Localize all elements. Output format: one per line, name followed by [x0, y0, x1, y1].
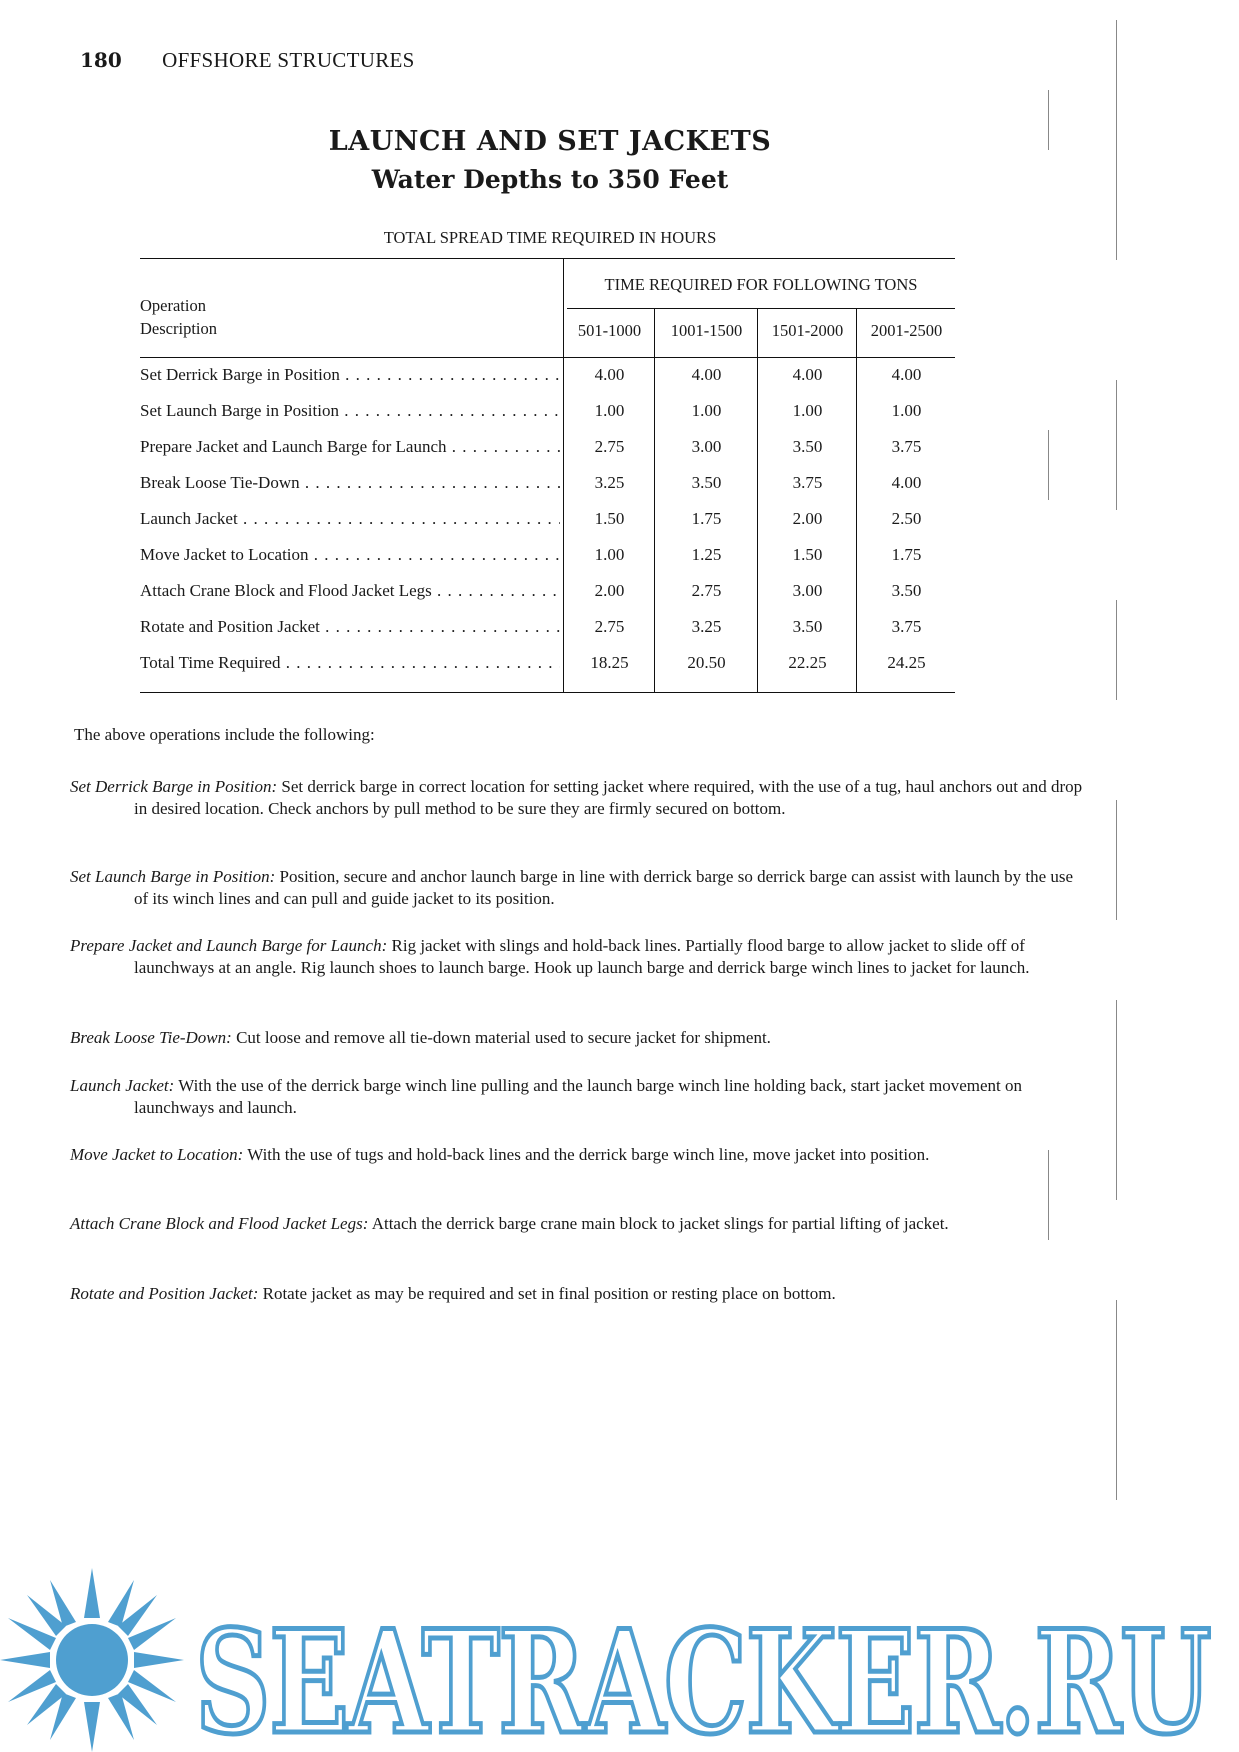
table-row	[140, 365, 955, 401]
span-header-rule	[567, 308, 955, 309]
cell-value: 4.00	[891, 473, 922, 492]
cell-value: 18.25	[590, 653, 629, 672]
cell-value: 2.00	[792, 509, 823, 528]
cell-value: 3.75	[891, 437, 922, 456]
seatracker-watermark	[0, 1560, 1239, 1752]
row-description: Break Loose Tie-Down . . .	[140, 473, 560, 493]
note-term: Attach Crane Block and Flood Jacket Legs:	[70, 1214, 369, 1233]
row-description: Launch Jacket . . .	[140, 509, 560, 529]
cell-value: 20.50	[687, 653, 726, 672]
table-row	[140, 437, 955, 473]
notes-intro: The above operations include the following:	[74, 725, 375, 744]
cell-value: 3.50	[792, 617, 823, 636]
page-title: LAUNCH AND SET JACKETS	[328, 126, 772, 157]
cell-value: 1.00	[891, 401, 922, 420]
column-header: 2001-2500	[870, 321, 943, 340]
table-row	[140, 401, 955, 437]
row-description: Set Derrick Barge in Position . . .	[140, 365, 560, 385]
note-item	[70, 935, 1084, 979]
note-item	[70, 1027, 1084, 1049]
column-header: 1501-2000	[771, 321, 844, 340]
note-term: Set Launch Barge in Position:	[70, 867, 276, 886]
note-term: Set Derrick Barge in Position:	[70, 777, 278, 796]
header-bottom-rule	[140, 357, 955, 358]
cell-value: 3.75	[792, 473, 823, 492]
cell-value: 1.00	[594, 545, 625, 564]
cell-value: 1.00	[792, 401, 823, 420]
note-text: Position, secure and anchor launch barge in line with derrick barge so derrick barge can assist with launch by the use of its winch lines and can pull and guide jacket to its position.	[134, 867, 1074, 908]
row-description: Attach Crane Block and Flood Jacket Legs . . .	[140, 581, 560, 601]
note-item	[70, 1075, 1084, 1119]
tons-span-header: TIME REQUIRED FOR FOLLOWING TONS	[604, 275, 918, 294]
cell-value: 3.00	[792, 581, 823, 600]
page-number: 180	[80, 48, 122, 72]
running-title: OFFSHORE STRUCTURES	[162, 48, 415, 72]
operation-header-line1: Operation	[140, 296, 206, 315]
cell-value: 3.50	[792, 437, 823, 456]
cell-value: 3.00	[691, 437, 722, 456]
cell-value: 3.50	[891, 581, 922, 600]
note-term: Launch Jacket:	[70, 1076, 175, 1095]
cell-value: 1.75	[891, 545, 922, 564]
cell-value: 4.00	[691, 365, 722, 384]
note-term: Move Jacket to Location:	[70, 1145, 244, 1164]
note-text: Rig jacket with slings and hold-back lines. Partially flood barge to allow jacket to slide off of launchways at an angle. Rig launch shoes to launch barge. Hook up launch barge and derrick barge winch lines to jacket for launch.	[134, 936, 1030, 977]
note-item	[70, 776, 1084, 820]
cell-value: 3.75	[891, 617, 922, 636]
note-text: Set derrick barge in correct location for setting jacket where required, with the use of a tug, haul anchors out and drop in desired location. Check anchors by pull method to be sure they are firmly secured on bottom.	[134, 777, 1083, 818]
operation-header	[140, 294, 217, 340]
table-row	[140, 509, 955, 545]
note-item	[70, 1283, 1084, 1305]
table-row-total	[140, 653, 955, 689]
table-row	[140, 581, 955, 617]
note-term: Rotate and Position Jacket:	[70, 1284, 259, 1303]
note-item	[70, 1213, 1084, 1235]
note-text: Attach the derrick barge crane main block to jacket slings for partial lifting of jacket.	[371, 1214, 949, 1233]
cell-value: 1.50	[594, 509, 625, 528]
cell-value: 1.50	[792, 545, 823, 564]
note-item	[70, 866, 1084, 910]
note-text: Cut loose and remove all tie-down material used to secure jacket for shipment.	[236, 1028, 771, 1047]
watermark-text: SEATRACKER.RU	[195, 1600, 1210, 1752]
cell-value: 3.25	[594, 473, 625, 492]
sun-logo-icon	[0, 1568, 184, 1752]
cell-value: 2.00	[594, 581, 625, 600]
operation-header-line2: Description	[140, 319, 217, 338]
page-subtitle: Water Depths to 350 Feet	[371, 165, 729, 194]
cell-value: 4.00	[891, 365, 922, 384]
cell-value: 4.00	[594, 365, 625, 384]
cell-value: 1.00	[594, 401, 625, 420]
table-row	[140, 617, 955, 653]
note-item	[70, 1144, 1084, 1166]
cell-value: 3.25	[691, 617, 722, 636]
row-description: Rotate and Position Jacket . . .	[140, 617, 560, 637]
table-row	[140, 473, 955, 509]
page-header	[80, 48, 415, 73]
cell-value: 4.00	[792, 365, 823, 384]
column-header: 501-1000	[577, 321, 642, 340]
note-text: With the use of tugs and hold-back lines and the derrick barge winch line, move jacket into position.	[247, 1145, 930, 1164]
table-top-rule	[140, 258, 955, 259]
row-description: Move Jacket to Location . . .	[140, 545, 560, 565]
cell-value: 24.25	[887, 653, 926, 672]
scan-margin-marks	[1050, 0, 1239, 1752]
cell-value: 1.75	[691, 509, 722, 528]
column-header: 1001-1500	[670, 321, 743, 340]
cell-value: 1.25	[691, 545, 722, 564]
row-description: Set Launch Barge in Position . . .	[140, 401, 560, 421]
cell-value: 2.75	[594, 437, 625, 456]
cell-value: 22.25	[788, 653, 827, 672]
table-row	[140, 545, 955, 581]
table-bottom-rule	[140, 692, 955, 693]
row-description: Total Time Required . . .	[140, 653, 560, 673]
table-caption: TOTAL SPREAD TIME REQUIRED IN HOURS	[383, 228, 717, 247]
cell-value: 2.50	[891, 509, 922, 528]
note-term: Break Loose Tie-Down:	[70, 1028, 232, 1047]
cell-value: 3.50	[691, 473, 722, 492]
note-text: With the use of the derrick barge winch line pulling and the launch barge winch line holding back, start jacket movement on launchways and launch.	[134, 1076, 1022, 1117]
row-description: Prepare Jacket and Launch Barge for Launch . . .	[140, 437, 560, 457]
cell-value: 2.75	[594, 617, 625, 636]
note-term: Prepare Jacket and Launch Barge for Launch:	[70, 936, 388, 955]
note-text: Rotate jacket as may be required and set in final position or resting place on bottom.	[262, 1284, 836, 1303]
cell-value: 1.00	[691, 401, 722, 420]
cell-value: 2.75	[691, 581, 722, 600]
